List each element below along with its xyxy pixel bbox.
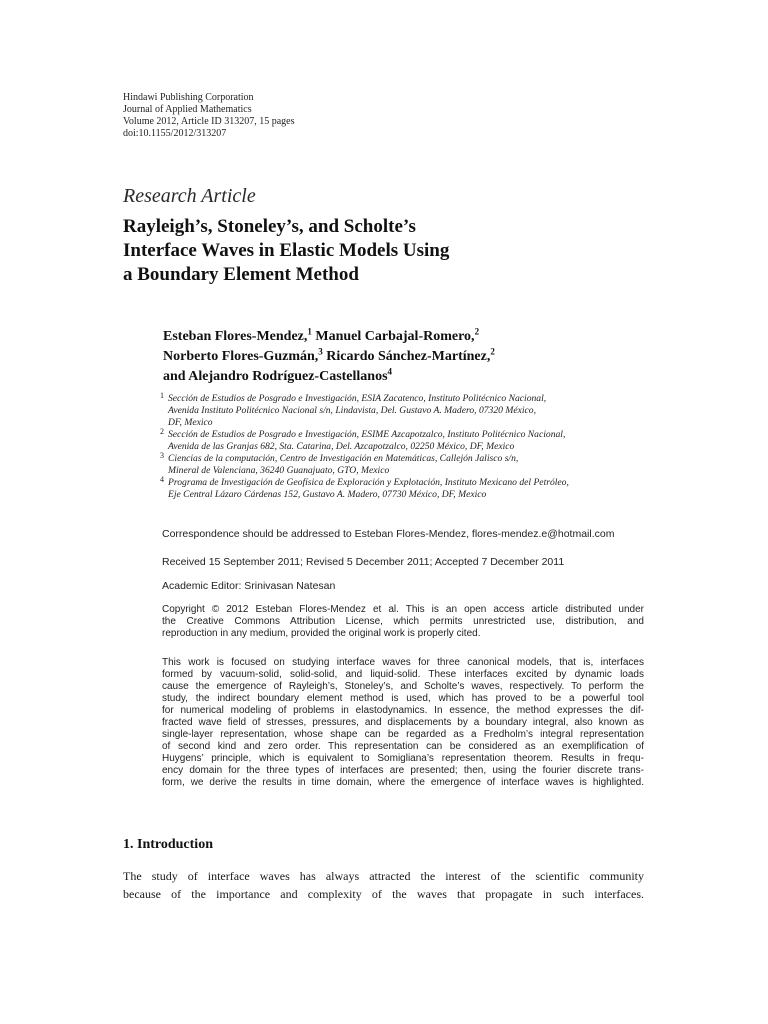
copyright-line: Copyright © 2012 Esteban Flores-Mendez et al. This is an open access article distributed under bbox=[162, 604, 644, 615]
abstract-line: form, we derive the results in time domain, where the emergence of interface waves is highlighted. bbox=[162, 777, 644, 788]
affiliation-line: DF, Mexico bbox=[168, 417, 213, 428]
abstract-line: for numerical modeling of problems in elastodynamics. In essence, the method expresses the dif- bbox=[162, 705, 644, 716]
correspondence-line: Correspondence should be addressed to Esteban Flores-Mendez, flores-mendez.e@hotmail.com bbox=[162, 528, 615, 540]
volume-line: Volume 2012, Article ID 313207, 15 pages bbox=[123, 116, 295, 127]
intro-line: The study of interface waves has always attracted the interest of the scientific community bbox=[123, 869, 644, 883]
author-list bbox=[163, 327, 495, 387]
affiliation-line: Sección de Estudios de Posgrado e Investigación, ESIA Zacatenco, Instituto Politécnico Nacional, bbox=[168, 393, 547, 404]
author-line bbox=[163, 367, 495, 387]
doi-line: doi:10.1155/2012/313207 bbox=[123, 128, 227, 139]
affiliation-line: Eje Central Lázaro Cárdenas 152, Gustavo A. Madero, 07730 México, DF, Mexico bbox=[168, 489, 487, 500]
copyright-line: the Creative Commons Attribution License, which permits unrestricted use, distribution, and bbox=[162, 616, 644, 627]
affiliation-marker: 3 bbox=[318, 346, 323, 357]
abstract-line: of second kind and zero order. This representation can be considered as an exemplification of bbox=[162, 741, 644, 752]
affiliation-list bbox=[160, 393, 640, 501]
affiliation-number: 2 bbox=[160, 427, 164, 436]
journal-header bbox=[123, 92, 294, 140]
intro-line: because of the importance and complexity of the waves that propagate in such interfaces. bbox=[123, 887, 644, 901]
publisher-line: Hindawi Publishing Corporation bbox=[123, 92, 254, 103]
paper-title bbox=[123, 215, 449, 287]
affiliation-line: Avenida Instituto Politécnico Nacional s/n, Lindavista, Del. Gustavo A. Madero, 07320 México, bbox=[168, 405, 536, 416]
affiliation bbox=[160, 453, 640, 477]
affiliation-line: Avenida de las Granjas 682, Sta. Catarina, Del. Azcapotzalco, 02250 México, DF, Mexico bbox=[168, 441, 515, 452]
affiliation bbox=[160, 477, 640, 501]
author-line bbox=[163, 327, 495, 347]
introduction-text bbox=[123, 867, 644, 903]
abstract-line: cause the emergence of Rayleigh’s, Stoneley’s, and Scholte’s waves, respectively. To perform the bbox=[162, 681, 644, 692]
affiliation-marker: 1 bbox=[307, 326, 312, 337]
abstract-block bbox=[162, 657, 644, 789]
copyright-line: reproduction in any medium, provided the original work is properly cited. bbox=[162, 628, 481, 639]
journal-line: Journal of Applied Mathematics bbox=[123, 104, 252, 115]
dates-line: Received 15 September 2011; Revised 5 December 2011; Accepted 7 December 2011 bbox=[162, 556, 565, 568]
author-name: Esteban Flores-Mendez, bbox=[163, 329, 308, 344]
affiliation-marker: 2 bbox=[474, 326, 480, 337]
section-heading: 1. Introduction bbox=[123, 837, 213, 852]
author-name: Manuel Carbajal-Romero, bbox=[311, 329, 475, 344]
affiliation-line: Mineral de Valenciana, 36240 Guanajuato, GTO, Mexico bbox=[168, 465, 390, 476]
abstract-line: This work is focused on studying interface waves for three canonical models, that is, interfaces bbox=[162, 657, 644, 668]
affiliation-number: 3 bbox=[160, 451, 164, 460]
affiliation-line: Sección de Estudios de Posgrado e Investigación, ESIME Azcapotzalco, Instituto Politécnico Nacional, bbox=[168, 429, 566, 440]
abstract-line: formed by vacuum-solid, solid-solid, and liquid-solid. These interfaces excited by dynamic loads bbox=[162, 669, 644, 680]
title-line: Interface Waves in Elastic Models Using bbox=[123, 240, 450, 261]
abstract-line: ency domain for the three types of interfaces are presented; then, using the fourier discrete trans- bbox=[162, 765, 644, 776]
affiliation bbox=[160, 393, 640, 429]
copyright-block bbox=[162, 604, 644, 640]
affiliation-line: Programa de Investigación de Geofísica de Exploración y Explotación, Instituto Mexicano del Petróleo, bbox=[168, 477, 569, 488]
affiliation-marker: 2 bbox=[490, 346, 495, 357]
title-line: a Boundary Element Method bbox=[123, 264, 359, 285]
affiliation-line: Ciencias de la computación, Centro de Investigación en Matemáticas, Callejón Jalisco s/n, bbox=[168, 453, 519, 464]
abstract-line: single-layer representation, whose shape can be regarded as a Fredholm’s integral representation bbox=[162, 729, 644, 740]
affiliation-marker: 4 bbox=[387, 366, 393, 377]
title-line: Rayleigh’s, Stoneley’s, and Scholte’s bbox=[123, 216, 416, 237]
affiliation-number: 4 bbox=[160, 475, 164, 484]
author-name: Norberto Flores-Guzmán, bbox=[163, 349, 319, 364]
author-name: Ricardo Sánchez-Martínez, bbox=[322, 349, 491, 364]
abstract-line: study, the indirect boundary element method is used, which has proved to be a powerful tool bbox=[162, 693, 644, 704]
abstract-line: fracted wave field of stresses, pressures, and displacements by a boundary integral, also known as bbox=[162, 717, 644, 728]
article-type: Research Article bbox=[123, 185, 256, 207]
author-line bbox=[163, 347, 495, 367]
editor-line: Academic Editor: Srinivasan Natesan bbox=[162, 580, 336, 592]
author-name: and Alejandro Rodríguez-Castellanos bbox=[163, 369, 388, 384]
affiliation bbox=[160, 429, 640, 453]
abstract-line: Huygens’ principle, which is equivalent to Somigliana’s representation theorem. Results in frequ- bbox=[162, 753, 644, 764]
affiliation-number: 1 bbox=[160, 391, 164, 400]
